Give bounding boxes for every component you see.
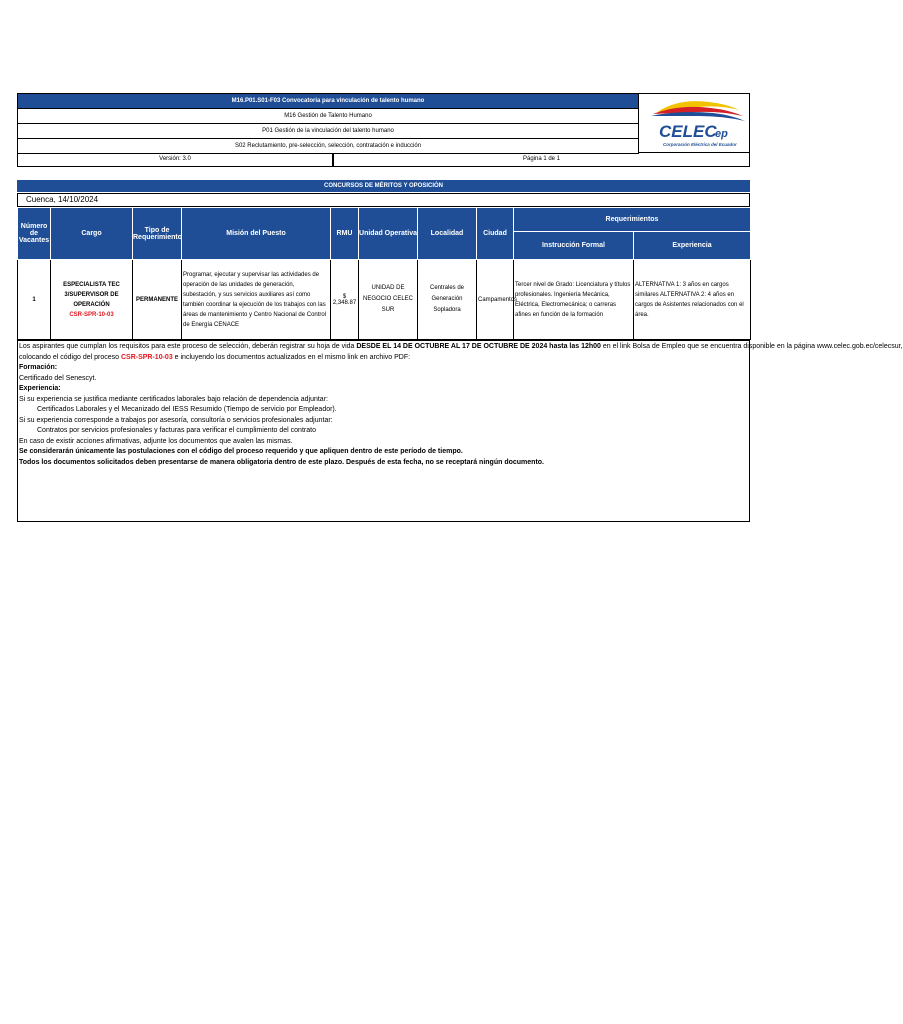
- page-label: Página 1 de 1: [333, 153, 750, 167]
- header-ciudad: Ciudad: [477, 208, 514, 260]
- note-codigo: Se considerarán únicamente las postulaciones con el código del proceso requerido y que apliquen dentro de este período de tiempo.: [19, 448, 463, 455]
- header-mision: Misión del Puesto: [182, 208, 331, 260]
- document-header: [17, 93, 750, 167]
- header-unidad: Unidad Operativa: [359, 208, 418, 260]
- instructions-line-1: Los aspirantes que cumplan los requisitos para este proceso de selección, deberán registrar su hoja de vida DESDE EL 14 DE OCTUBRE AL 17 DE OCTUBRE DE 2024 hasta las 12h00 en el link Bolsa de Empleo que se encuentra disponible en la página www.celec.gob.ec/celecsur,: [19, 343, 903, 350]
- acciones-afirmativas: En caso de existir acciones afirmativas, adjunte los documentos que avalen las mismas.: [19, 437, 293, 445]
- subprocess-title: S02 Reclutamiento, pre-selección, selección, contratación e inducción: [18, 139, 639, 154]
- process-title: P01 Gestión de la vinculación del talento humano: [18, 124, 639, 139]
- celec-logo-graphic: [639, 94, 749, 152]
- macroprocess-title: M16 Gestión de Talento Humano: [18, 109, 639, 124]
- header-vacantes: Número de Vacantes: [18, 208, 51, 260]
- experiencia-option-2: Si su experiencia corresponde a trabajos por asesoría, consultoría o servicios profesionales adjuntar:: [19, 416, 333, 424]
- formacion-label: Formación:: [19, 364, 58, 371]
- instructions-line-2: colocando el código del proceso CSR-SPR-10-03 e incluyendo los documentos actualizados en el mismo link en archivo PDF:: [19, 353, 411, 361]
- experiencia-label: Experiencia:: [19, 385, 61, 392]
- cell-mision: Programar, ejecutar y supervisar las actividades de operación de las unidades de generación, subestación, y sus servicios auxiliares así como también coordinar la ejecución de los trabajos con las áreas de mantenimiento y Centro Nacional de Control de Energía CENACE: [182, 260, 331, 340]
- version-row: [17, 153, 750, 167]
- cargo-name: ESPECIALISTA TEC 3/SUPERVISOR DE OPERACIÓN: [63, 281, 120, 308]
- instructions-body: [17, 340, 903, 522]
- cargo-code: CSR-SPR-10-03: [69, 311, 114, 318]
- header-cargo: Cargo: [51, 208, 133, 260]
- cell-unidad: UNIDAD DE NEGOCIO CELEC SUR: [359, 260, 418, 340]
- formacion-text: Certificado del Senescyt.: [19, 374, 97, 382]
- cell-cargo: [51, 260, 133, 340]
- note-plazo: Todos los documentos solicitados deben presentarse de manera obligatoria dentro de este plazo. Después de esta fecha, no se receptará ningún documento.: [19, 458, 544, 466]
- header-localidad: Localidad: [418, 208, 477, 260]
- svg-text:ep: ep: [715, 128, 728, 140]
- cell-instruccion: Tercer nivel de Grado: Licenciatura y títulos profesionales. Ingeniería Mecánica, Eléctrica, Electromecánica; o carreras afines en función de la formación: [514, 260, 634, 340]
- header-tipo: Tipo de Requerimiento: [133, 208, 182, 260]
- cell-ciudad: Campamentos: [477, 260, 514, 340]
- cell-tipo: PERMANENTE: [133, 260, 182, 340]
- header-instruccion: Instrucción Formal: [514, 232, 634, 260]
- header-experiencia: Experiencia: [634, 232, 751, 260]
- city-date: Cuenca, 14/10/2024: [17, 193, 750, 207]
- experiencia-option-1: Si su experiencia se justifica mediante certificados laborales bajo relación de dependencia adjuntar:: [19, 395, 328, 403]
- cell-localidad: Centrales de Generación Sopladora: [418, 260, 477, 340]
- header-table: [17, 93, 639, 154]
- table-row: [18, 260, 751, 340]
- vacancies-table: [17, 207, 751, 340]
- svg-text:Corporación Eléctrica del Ecua: Corporación Eléctrica del Ecuador: [663, 142, 737, 147]
- header-requerimientos: Requerimientos: [514, 208, 751, 232]
- experiencia-option-1-detail: Certificados Laborales y el Mecanizado del IESS Resumido (Tiempo de servicio por Empleador).: [37, 406, 337, 413]
- celec-logo: [639, 93, 750, 153]
- svg-text:CELEC: CELEC: [659, 122, 717, 141]
- cell-vacantes: 1: [18, 260, 51, 340]
- section-title: CONCURSOS DE MÉRITOS Y OPOSICIÓN: [17, 180, 750, 192]
- cell-rmu: $ 2,348.87: [331, 260, 359, 340]
- form-code-title: M16.P01.S01-F03 Convocatoria para vinculación de talento humano: [18, 94, 639, 109]
- experiencia-option-2-detail: Contratos por servicios profesionales y facturas para verificar el cumplimiento del contrato: [37, 427, 316, 434]
- version-label: Versión: 3.0: [17, 153, 333, 167]
- header-rmu: RMU: [331, 208, 359, 260]
- cell-experiencia: ALTERNATIVA 1: 3 años en cargos similares ALTERNATIVA 2: 4 años en cargos de Asistentes relacionados con el área.: [634, 260, 751, 340]
